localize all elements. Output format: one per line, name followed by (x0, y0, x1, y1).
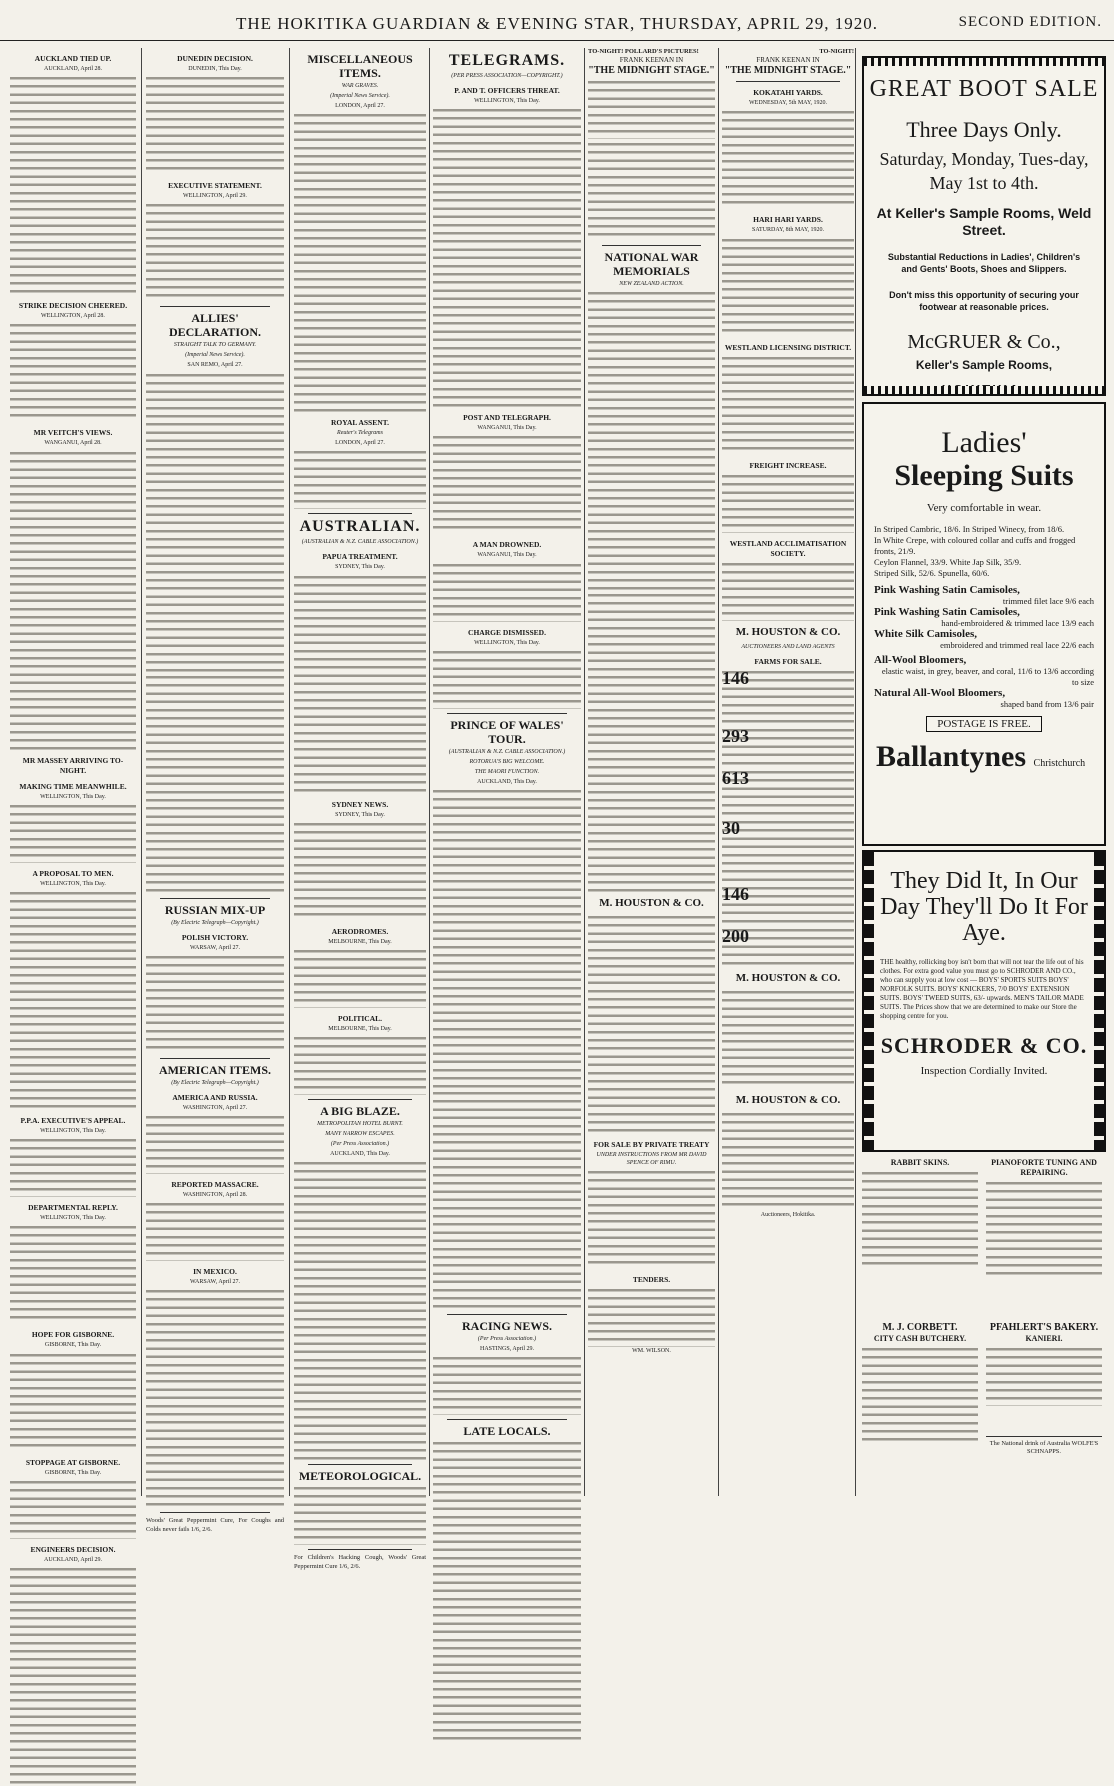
article-text (10, 1566, 136, 1786)
ad-heading: PIANOFORTE TUNING AND REPAIRING. (991, 1158, 1097, 1177)
article-text (722, 473, 854, 533)
dateline: WELLINGTON, This Day. (40, 1128, 106, 1135)
newspaper-title: THE HOKITIKA GUARDIAN & EVENING STAR, THURSDAY, APRIL 29, 1920. (235, 14, 878, 33)
postage-free-label: POSTAGE IS FREE. (926, 716, 1042, 732)
dateline: AUCKLAND, April 29. (44, 1556, 102, 1563)
headline: FARMS FOR SALE. (754, 656, 822, 666)
article-text (146, 372, 284, 672)
divider (447, 1314, 567, 1315)
column-1 (10, 48, 136, 1563)
ballantynes-brand: Ballantynes (876, 740, 1027, 773)
headline: IN MEXICO. (193, 1267, 237, 1277)
dateline: WASHINGTON, April 28. (182, 1192, 248, 1199)
headline: ROYAL ASSENT. (331, 418, 389, 428)
article-text (588, 914, 715, 1134)
divider (308, 1549, 412, 1550)
cinema-title: "THE MIDNIGHT STAGE." (588, 65, 715, 77)
schroder-advert (862, 850, 1106, 1152)
article-text (433, 434, 581, 534)
dateline: WELLINGTON, April 28. (41, 313, 105, 320)
schroder-firm: SCHRODER & CO. (880, 1033, 1088, 1058)
article-text (588, 1169, 715, 1269)
article-text (588, 290, 715, 590)
dateline: LONDON, April 27. (335, 440, 385, 447)
ad-subheading: CITY CASH BUTCHERY. (873, 1334, 967, 1343)
headline: REPORTED MASSACRE. (171, 1180, 259, 1190)
dateline: WANGANUI, This Day. (477, 425, 537, 432)
subheadline: WAR GRAVES. (341, 83, 379, 89)
price-item: In Striped Cambric, 18/6. In Striped Winecy, from 18/6. (874, 524, 1065, 534)
divider (308, 1464, 412, 1465)
acreage-number: 200 (722, 925, 749, 946)
dateline: MELBOURNE, This Day. (328, 1026, 392, 1033)
article-text (433, 1440, 581, 1740)
subheadline: NEW ZEALAND ACTION. (619, 281, 684, 288)
credit: (Per Press Association.) (330, 1141, 390, 1148)
suits-title-line2: Sleeping Suits (894, 459, 1074, 492)
headline: METEOROLOGICAL. (298, 1469, 422, 1484)
price-item: Striped Silk, 52/6. Spunella, 60/6. (874, 568, 990, 578)
article-text (10, 1224, 136, 1324)
subheadline: STRAIGHT TALK TO GERMANY. (173, 342, 257, 349)
article-text (294, 1485, 426, 1545)
credit: (Per Press Association.) (477, 1336, 537, 1343)
divider (160, 1512, 270, 1513)
article-text (146, 75, 284, 175)
subheadline: THE MAORI FUNCTION. (474, 768, 540, 775)
article-text (10, 450, 136, 750)
headline: AERODROMES. (331, 926, 389, 936)
article-text (10, 1479, 136, 1539)
cinema-banner: TO-NIGHT! (819, 48, 854, 55)
headline: WESTLAND ACCLIMATISATION SOCIETY. (729, 538, 847, 558)
article-text (146, 954, 284, 1054)
dateline: GISBORNE, This Day. (44, 1342, 102, 1349)
firm-name: M. HOUSTON & CO. (735, 971, 841, 984)
bloomers-price: shaped band from 13/6 pair (1000, 699, 1094, 709)
article-text (862, 1346, 978, 1446)
headline: AMERICA AND RUSSIA. (172, 1092, 258, 1102)
boot-sale-rooms: Keller's Sample Rooms, (915, 358, 1053, 372)
headline: STRIKE DECISION CHEERED. (18, 301, 128, 311)
article-text (146, 1114, 284, 1174)
credit: (PER PRESS ASSOCIATION—COPYRIGHT.) (451, 73, 563, 79)
article-text (722, 237, 854, 337)
column-6 (722, 48, 854, 1496)
headline: TENDERS. (632, 1275, 671, 1285)
article-text (433, 788, 581, 1088)
advert-text: For Children's Hacking Cough, Woods' Great Peppermint Cure 1/6, 2/6. (294, 1554, 426, 1570)
column-3 (294, 48, 426, 1570)
cinema-star: FRANK KEENAN IN (619, 56, 684, 65)
ad-heading: M. J. CORBETT. (882, 1322, 958, 1333)
headline: P. AND T. OFFICERS THREAT. (454, 86, 560, 95)
headline: TELEGRAMS. (448, 52, 566, 69)
subheadline: AUCTIONEERS AND LAND AGENTS (741, 643, 835, 650)
border-ornament (864, 58, 1104, 66)
suits-price-list (864, 514, 1104, 710)
article-text (146, 1288, 284, 1508)
article-text (433, 649, 581, 709)
dateline: SAN REMO, April 27. (187, 362, 243, 369)
article-text (146, 1201, 284, 1261)
divider (602, 245, 701, 246)
article-text (433, 1090, 581, 1310)
dateline: WASHINGTON, April 27. (182, 1104, 248, 1111)
article-text (294, 1035, 426, 1095)
piano-tuning-ad (986, 1158, 1102, 1280)
article-text (294, 112, 426, 412)
divider (308, 513, 412, 514)
headline: LATE LOCALS. (463, 1424, 551, 1439)
article-text (10, 890, 136, 1110)
headline: HOPE FOR GISBORNE. (31, 1330, 115, 1340)
subheadline: METROPOLITAN HOTEL BURNT. (317, 1121, 403, 1128)
article-text (294, 948, 426, 1008)
bloomers-item: All-Wool Bloomers, (874, 654, 967, 666)
advert-text: Woods' Great Peppermint Cure, For Coughs and Colds never fails 1/6, 2/6. (146, 1517, 284, 1533)
dateline: WELLINGTON, This Day. (40, 1215, 106, 1222)
dateline: SYDNEY, This Day. (335, 564, 385, 571)
signature: Auctioneers, Hokitika. (760, 1211, 816, 1218)
bloomers-item: Natural All-Wool Bloomers, (874, 687, 1006, 699)
boot-sale-days: Three Days Only. (906, 117, 1062, 142)
article-text (722, 561, 854, 621)
headline: ALLIES' DECLARATION. (168, 311, 262, 340)
headline: POST AND TELEGRAPH. (463, 413, 551, 423)
article-text (10, 1352, 136, 1452)
headline: HARI HARI YARDS. (753, 215, 823, 225)
camisole-item: White Silk Camisoles, (874, 628, 977, 640)
boot-sale-advert (862, 56, 1106, 396)
subheadline: UNDER INSTRUCTIONS FROM MR DAVID SPENCE OF RIMU. (596, 1152, 707, 1167)
column-rule (429, 48, 430, 1496)
masthead (0, 0, 1114, 41)
headline: A BIG BLAZE. (320, 1104, 400, 1119)
headline: AMERICAN ITEMS. (158, 1062, 271, 1077)
schnapps-ad: The National drink of Australia WOLFE'S SCHNAPPS. (986, 1436, 1102, 1456)
bloomers-price: elastic waist, in grey, beaver, and coral, 11/6 to 13/6 according to size (881, 666, 1094, 687)
dateline: WELLINGTON, This Day. (40, 793, 106, 800)
headline: SYDNEY NEWS. (331, 799, 389, 809)
dateline: SATURDAY, 8th MAY, 1920. (751, 227, 825, 234)
article-text (986, 1180, 1102, 1280)
article-text (862, 1170, 978, 1270)
cinema-banner: TO-NIGHT! POLLARD'S PICTURES! (588, 48, 699, 55)
headline: WESTLAND LICENSING DISTRICT. (724, 342, 852, 352)
divider (160, 1058, 270, 1059)
dateline: WELLINGTON, This Day. (40, 880, 106, 887)
schroder-invite: Inspection Cordially Invited. (920, 1065, 1048, 1077)
headline: MISCELLANEOUS ITEMS. (307, 52, 413, 80)
article-text (294, 574, 426, 794)
acreage-number: 613 (722, 767, 749, 788)
dateline: AUCKLAND, This Day. (477, 778, 537, 785)
dateline: WELLINGTON, This Day. (474, 639, 540, 646)
article-text (433, 1355, 581, 1415)
rabbit-skins-ad (862, 1158, 978, 1270)
price-item: Ceylon Flannel, 33/9. White Jap Silk, 35/9. (874, 557, 1022, 567)
boot-sale-offer: Substantial Reductions in Ladies', Children's and Gents' Boots, Shoes and Slippers. (887, 252, 1081, 274)
dateline: AUCKLAND, This Day. (330, 1151, 390, 1158)
suits-tagline: Very comfortable in wear. (926, 502, 1042, 514)
headline: DUNEDIN DECISION. (177, 54, 253, 63)
divider (308, 1099, 412, 1100)
headline: EXECUTIVE STATEMENT. (168, 181, 262, 191)
headline: MAKING TIME MEANWHILE. (19, 781, 127, 791)
border-ornament (864, 852, 874, 1150)
credit: Reuter's Telegrams (337, 430, 383, 437)
column-rule (718, 48, 719, 1496)
schroder-body: THE healthy, rollicking boy isn't born that will not tear the life out of his clothes. For extra good value you must go to SCHRODER AND CO., who can supply you at low cost — BOYS' SPORTS SUITS BOYS' NORFOLK SUITS. BOYS' KNICKERS, 7/0 BOYS' EXTENSION SUITS. BOYS' TWEED SUITS, 63/- upwards. MEN'S TAILOR MADE SUITS. The Prices show that we are determined to make our Store the shopping centre for you. (880, 958, 1084, 1020)
camisole-price: embroidered and trimmed real lace 22/6 each (940, 640, 1094, 650)
headline: FOR SALE BY PRIVATE TREATY (593, 1140, 710, 1150)
article-text (588, 79, 715, 139)
article-text (722, 109, 854, 209)
headline: A PROPOSAL TO MEN. (32, 868, 114, 878)
credit: (AUSTRALIAN & N.Z. CABLE ASSOCIATION.) (448, 748, 566, 755)
dateline: HASTINGS, April 29. (479, 1346, 534, 1353)
headline: AUSTRALIAN. (299, 518, 421, 536)
credit: (By Electric Telegraph—Copyright.) (171, 919, 259, 926)
dateline: WANGANUI, This Day. (477, 552, 537, 559)
dateline: WELLINGTON, April 29. (183, 193, 247, 200)
headline: KOKATAHI YARDS. (753, 88, 823, 98)
article-text (294, 821, 426, 921)
headline: PRINCE OF WALES' TOUR. (450, 717, 564, 746)
signature: WM. WILSON. (632, 1348, 671, 1355)
price-item: In White Crepe, with coloured collar and cuffs and frogged fronts, 21/9. (874, 535, 1076, 556)
divider (447, 713, 567, 714)
headline: RUSSIAN MIX-UP (164, 902, 266, 917)
headline: ENGINEERS DECISION. (30, 1544, 116, 1554)
cinema-title: "THE MIDNIGHT STAGE." (724, 65, 852, 77)
dateline: WARSAW, April 27. (190, 1279, 240, 1286)
butchery-ad (862, 1318, 978, 1446)
headline: POLITICAL. (338, 1014, 382, 1024)
acreage-number: 293 (722, 725, 749, 746)
article-text (722, 1111, 854, 1211)
article-text (294, 1160, 426, 1460)
article-text (146, 202, 284, 302)
divider (160, 306, 270, 307)
dateline: SYDNEY, This Day. (335, 811, 385, 818)
bakery-ad (986, 1318, 1102, 1456)
edition-label: SECOND EDITION. (958, 14, 1102, 30)
firm-name: M. HOUSTON & CO. (735, 1093, 841, 1106)
column-2 (146, 48, 284, 1533)
column-rule (289, 48, 290, 1496)
headline: NATIONAL WAR MEMORIALS (604, 250, 699, 279)
dateline: WANGANUI, April 28. (44, 440, 102, 447)
subheadline: MANY NARROW ESCAPES. (325, 1131, 395, 1138)
headline: MR MASSEY ARRIVING TO-NIGHT. (22, 755, 124, 775)
dateline: WELLINGTON, This Day. (474, 98, 540, 104)
border-ornament (1094, 852, 1104, 1150)
firm-name: M. HOUSTON & CO. (599, 897, 704, 910)
boot-sale-dates: Saturday, Monday, Tues-day, May 1st to 4th. (879, 149, 1089, 193)
camisole-price: hand-embroidered & trimmed lace 13/9 each (941, 618, 1094, 628)
article-text (10, 75, 136, 295)
boot-sale-title: GREAT BOOT SALE (869, 76, 1099, 102)
column-rule (141, 48, 142, 1496)
camisole-item: Pink Washing Satin Camisoles, (874, 584, 1020, 596)
dateline: MELBOURNE, This Day. (328, 938, 392, 945)
headline: PAPUA TREATMENT. (322, 552, 398, 562)
headline: CHARGE DISMISSED. (468, 627, 546, 637)
article-text (588, 592, 715, 892)
credit: (Imperial News Service). (185, 352, 245, 359)
dateline: AUCKLAND, April 28. (44, 66, 102, 72)
article-text (588, 141, 715, 241)
sleeping-suits-advert (862, 402, 1106, 846)
ad-subheading: KANIERI. (1025, 1334, 1063, 1343)
article-text (146, 674, 284, 894)
subheadline: ROTORUA'S BIG WELCOME. (469, 758, 545, 765)
boot-sale-firm: McGRUER & Co., (907, 331, 1061, 353)
credit: (Imperial News Service). (330, 93, 390, 99)
headline: RACING NEWS. (461, 1319, 552, 1334)
article-text (722, 989, 854, 1089)
credit: (By Electric Telegraph—Copyright.) (171, 1079, 259, 1086)
article-text (722, 355, 854, 455)
dateline: GISBORNE, This Day. (44, 1469, 102, 1476)
headline: MR VEITCH'S VIEWS. (33, 428, 113, 438)
headline: DEPARTMENTAL REPLY. (28, 1203, 118, 1213)
headline: P.P.A. EXECUTIVE'S APPEAL. (20, 1116, 126, 1126)
brand-city: Christchurch (1033, 758, 1086, 769)
divider (447, 1419, 567, 1420)
boot-sale-note: Don't miss this opportunity of securing your footwear at reasonable prices. (889, 290, 1079, 312)
acreage-number: 146 (722, 667, 749, 688)
headline: STOPPAGE AT GISBORNE. (25, 1457, 121, 1467)
suits-title-line1: Ladies' (941, 426, 1027, 459)
camisole-price: trimmed filet lace 9/6 each (1002, 596, 1094, 606)
article-text (10, 1137, 136, 1197)
dateline: WARSAW, April 27. (190, 944, 240, 951)
schroder-headline: They Did It, In Our Day They'll Do It For Aye. (880, 868, 1088, 946)
article-text (10, 803, 136, 863)
small-adverts (862, 1158, 1102, 1494)
headline: A MAN DROWNED. (472, 540, 542, 550)
border-ornament (864, 386, 1104, 394)
article-text (433, 107, 581, 407)
dateline: DUNEDIN, This Day. (188, 66, 242, 72)
headline: AUCKLAND TIED UP. (34, 54, 112, 63)
acreage-number: 30 (722, 817, 740, 838)
article-text (294, 449, 426, 509)
dateline: LONDON, April 27. (335, 103, 385, 109)
ad-heading: RABBIT SKINS. (890, 1158, 950, 1167)
article-text (722, 819, 854, 883)
article-text (986, 1346, 1102, 1406)
article-text (10, 322, 136, 422)
ad-heading: PFAHLERT'S BAKERY. (989, 1322, 1099, 1333)
article-text (588, 1287, 715, 1347)
headline: POLISH VICTORY. (181, 932, 249, 942)
acreage-number: 146 (722, 883, 749, 904)
article-text (433, 562, 581, 622)
credit: (AUSTRALIAN & N.Z. CABLE ASSOCIATION.) (301, 539, 419, 546)
divider (736, 81, 840, 82)
camisole-item: Pink Washing Satin Camisoles, (874, 606, 1020, 618)
headline: FREIGHT INCREASE. (749, 460, 827, 470)
dateline: WEDNESDAY, 5th MAY, 1920. (748, 100, 827, 107)
cinema-star: FRANK KEENAN IN (756, 56, 820, 65)
column-rule (584, 48, 585, 1496)
boot-sale-venue: At Keller's Sample Rooms, Weld Street. (876, 205, 1092, 238)
column-5 (588, 48, 715, 1496)
firm-name: M. HOUSTON & CO. (735, 625, 841, 638)
column-rule (855, 48, 856, 1496)
divider (160, 898, 270, 899)
column-4 (433, 48, 581, 1496)
